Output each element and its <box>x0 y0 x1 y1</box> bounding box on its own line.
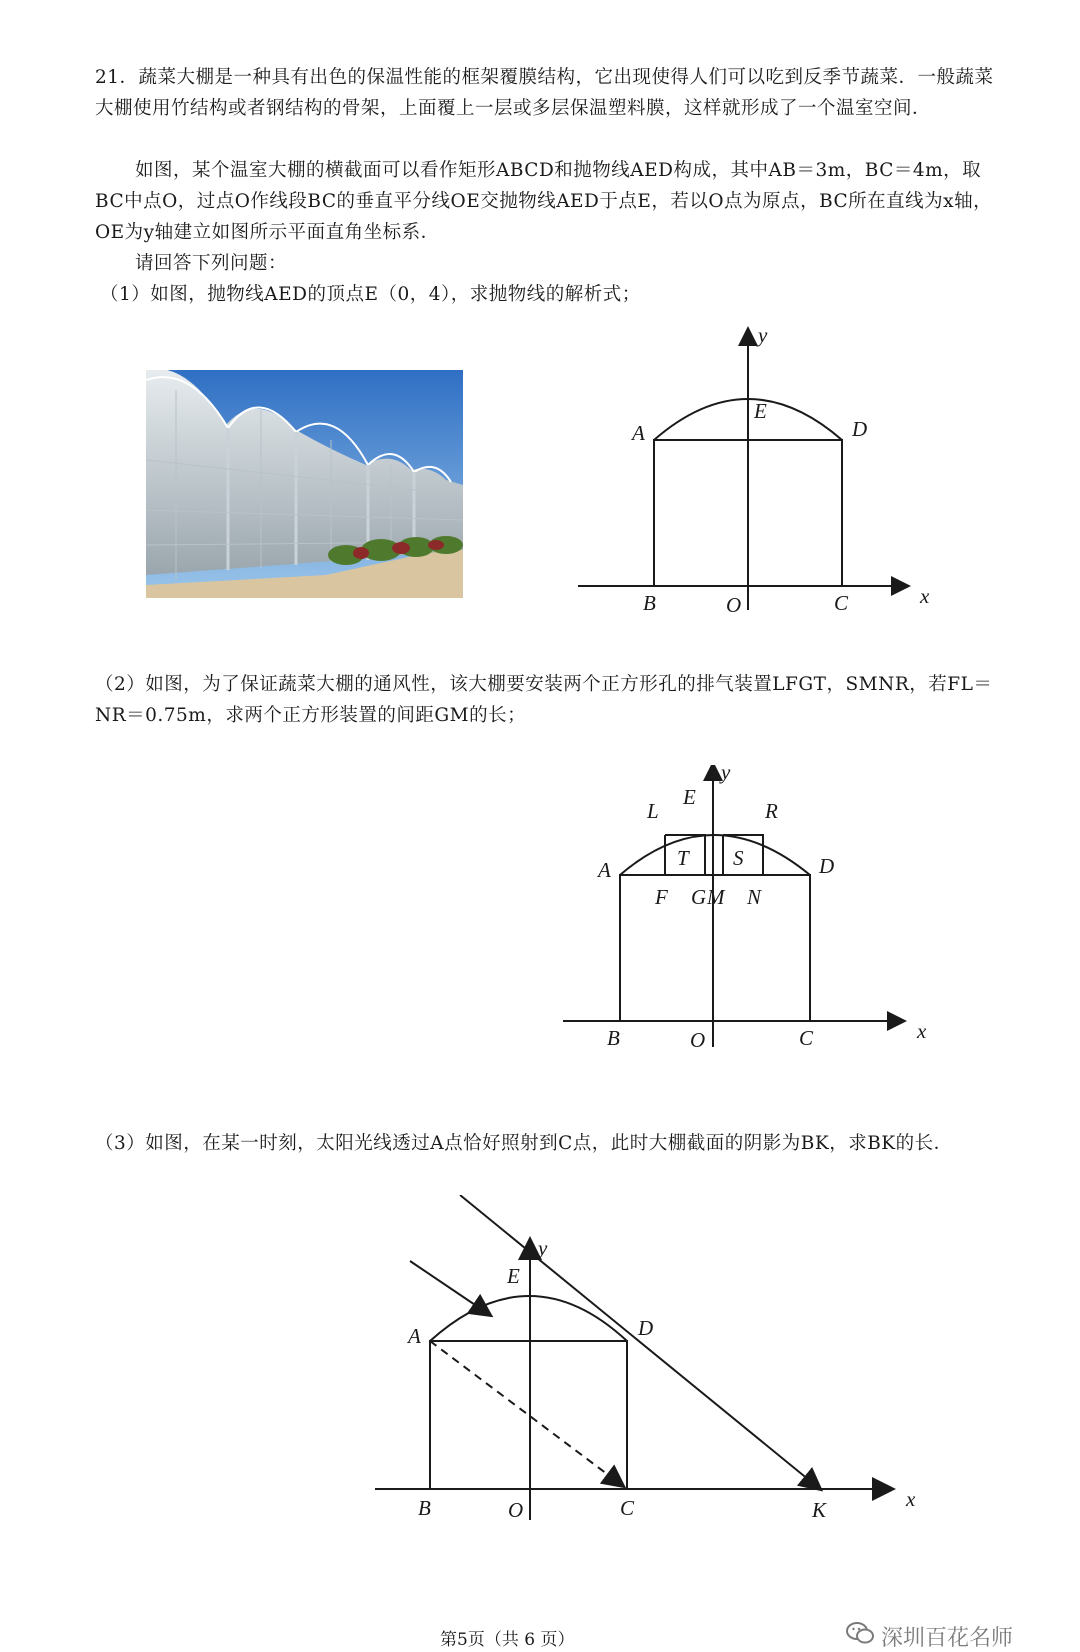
label-x: x <box>920 584 930 608</box>
label-d: D <box>638 1316 654 1340</box>
label-a: A <box>632 421 645 445</box>
label-x: x <box>906 1487 916 1511</box>
greenhouse-photo <box>146 370 463 598</box>
figure-2 <box>555 765 935 1060</box>
watermark-text: 深圳百花名师 <box>881 1625 1014 1651</box>
label-d: D <box>852 417 868 441</box>
label-o: O <box>508 1498 524 1522</box>
figure-3 <box>370 1195 940 1530</box>
label-b: B <box>607 1026 620 1050</box>
label-s: S <box>733 846 744 870</box>
question-3-text: （3）如图，在某一时刻，太阳光线透过A点恰好照射到C点，此时大棚截面的阴影为BK，求BK的长． <box>95 1133 953 1154</box>
label-d: D <box>819 854 835 878</box>
intro-text-1: 21．蔬菜大棚是一种具有出色的保温性能的框架覆膜结构，它出现使得人们可以吃到反季节蔬菜．一般蔬菜大棚使用竹结构或者钢结构的骨架，上面覆上一层或多层保温塑料膜，这样就形成了一个温室空间． <box>95 67 994 119</box>
label-m: M <box>707 885 725 909</box>
label-f: F <box>655 885 668 909</box>
label-g: G <box>691 885 707 909</box>
page-number: 第5页（共 6 页） <box>440 1630 575 1650</box>
label-r: R <box>765 799 778 823</box>
figure-1 <box>540 320 940 620</box>
label-e: E <box>683 785 696 809</box>
label-o: O <box>690 1028 706 1052</box>
label-c: C <box>620 1496 635 1520</box>
watermark <box>845 1620 1013 1652</box>
sun-ray-a <box>410 1261 490 1315</box>
prompt-text: 请回答下列问题： <box>135 253 288 274</box>
question-1-text: （1）如图，抛物线AED的顶点E（0，4），求抛物线的解析式； <box>100 284 641 305</box>
label-l: L <box>647 799 659 823</box>
parabola-aed <box>430 1296 627 1341</box>
label-n: N <box>747 885 762 909</box>
label-y: y <box>758 323 768 347</box>
label-c: C <box>799 1026 814 1050</box>
parabola-aed <box>620 835 810 875</box>
problem-intro <box>95 62 995 124</box>
rect-abcd <box>430 1341 627 1489</box>
question-2-text: （2）如图，为了保证蔬菜大棚的通风性，该大棚要安装两个正方形孔的排气装置LFGT，SMNR，若FL＝NR＝0.75m，求两个正方形装置的间距GM的长； <box>95 674 993 726</box>
problem-setup <box>95 155 995 248</box>
label-a: A <box>598 858 611 882</box>
intro-text-2: 如图，某个温室大棚的横截面可以看作矩形ABCD和抛物线AED构成，其中AB＝3m，BC＝4m，取BC中点O，过点O作线段BC的垂直平分线OE交抛物线AED于点E，若以O点为原点，BC所在直线为x轴， OE为y轴建立如图所示平面直角坐标系． <box>95 160 993 243</box>
problem-prompt <box>95 248 995 279</box>
label-e: E <box>507 1264 520 1288</box>
question-2 <box>95 669 995 731</box>
label-o: O <box>726 593 742 617</box>
question-3 <box>95 1128 995 1159</box>
question-1 <box>100 279 1000 310</box>
ray-ac <box>430 1341 623 1486</box>
label-y: y <box>538 1236 548 1260</box>
label-c: C <box>834 591 849 615</box>
wechat-icon <box>845 1620 875 1652</box>
label-b: B <box>418 1496 431 1520</box>
label-y: y <box>721 765 731 784</box>
label-x: x <box>917 1019 927 1043</box>
label-t: T <box>677 846 689 870</box>
label-a: A <box>408 1324 421 1348</box>
label-b: B <box>643 591 656 615</box>
page-footer <box>440 1625 574 1650</box>
label-e: E <box>754 399 767 423</box>
label-k: K <box>812 1498 827 1522</box>
